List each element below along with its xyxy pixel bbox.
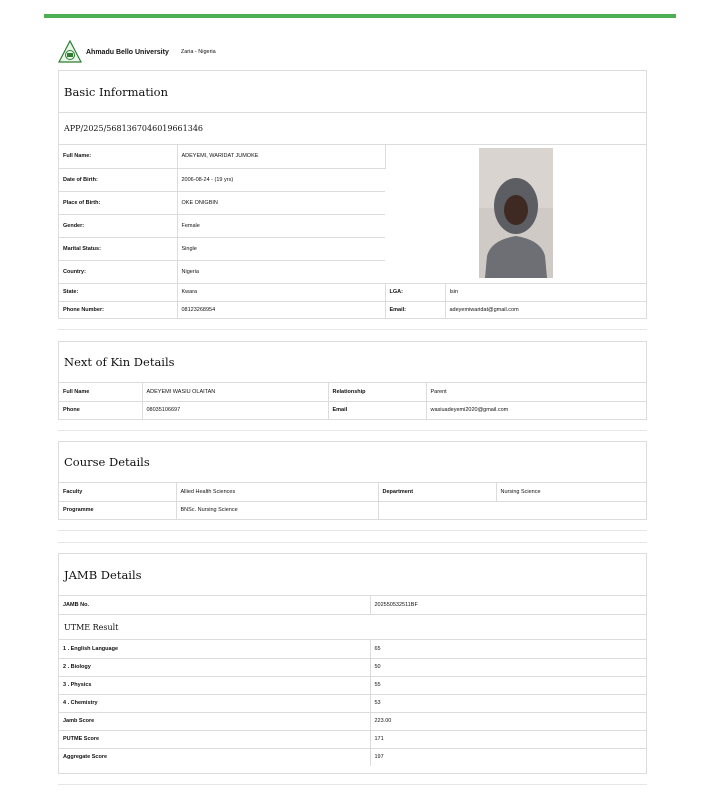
lga-value: Isin <box>445 283 646 301</box>
subject-score: 55 <box>370 676 646 694</box>
field-value: OKE ONIGBIN <box>177 191 385 214</box>
passport-photo <box>479 148 553 278</box>
application-number: APP/2025/5681367046019661346 <box>59 113 646 145</box>
course-details-table <box>59 483 646 519</box>
next-of-kin-table <box>59 383 646 419</box>
score-label: Jamb Score <box>59 712 370 730</box>
field-value: Parent <box>426 383 646 401</box>
empty-cell <box>378 501 646 519</box>
table-row <box>59 658 646 676</box>
field-value: Nursing Science <box>496 483 646 501</box>
table-row <box>59 676 646 694</box>
field-value: ADEYEMI WASIU OLAITAN <box>142 383 328 401</box>
subject-score: 50 <box>370 658 646 676</box>
photo-cell <box>385 145 646 283</box>
table-row <box>59 730 646 748</box>
field-label: Relationship <box>328 383 426 401</box>
jamb-number-table <box>59 596 646 614</box>
field-value: 202550532511BF <box>374 602 418 608</box>
course-details-section <box>58 441 647 520</box>
table-row <box>59 501 646 519</box>
field-label: Department <box>378 483 496 501</box>
section-title: Next of Kin Details <box>59 342 646 383</box>
field-value: Single <box>177 237 385 260</box>
table-row <box>59 301 646 319</box>
divider <box>58 430 647 431</box>
field-value: BNSc. Nursing Science <box>176 501 378 519</box>
score-label: PUTME Score <box>59 730 370 748</box>
field-value: ADEYEMI, WARIDAT JUMOKE <box>177 145 385 168</box>
email-label: Email: <box>385 301 445 319</box>
subject-score: 53 <box>370 694 646 712</box>
score-value: 223.00 <box>370 712 646 730</box>
field-value: Nigeria <box>177 260 385 283</box>
table-row <box>59 483 646 501</box>
state-label: State: <box>59 283 177 301</box>
score-label: Aggregate Score <box>59 748 370 766</box>
field-label: Programme <box>59 501 176 519</box>
table-row <box>59 401 646 419</box>
field-label: Email <box>328 401 426 419</box>
jamb-details-section <box>58 553 647 774</box>
divider <box>58 542 647 543</box>
field-label: Gender: <box>59 214 177 237</box>
table-row <box>59 748 646 766</box>
next-of-kin-section <box>58 341 647 420</box>
table-row <box>59 712 646 730</box>
subject-score: 65 <box>370 640 646 658</box>
phone-label: Phone Number: <box>59 301 177 319</box>
field-label: Marital Status: <box>59 237 177 260</box>
table-row <box>59 383 646 401</box>
field-label: JAMB No. <box>59 596 370 614</box>
score-value: 197 <box>374 754 384 761</box>
section-title: Basic Information <box>59 71 646 113</box>
section-title: Course Details <box>59 442 646 483</box>
table-row <box>59 640 646 658</box>
lga-label: LGA: <box>385 283 445 301</box>
page-header <box>58 40 216 64</box>
state-value: Kwara <box>177 283 385 301</box>
subject-label: 3 . Physics <box>59 676 370 694</box>
subject-label: 2 . Biology <box>59 658 370 676</box>
field-value: Allied Health Sciences <box>176 483 378 501</box>
field-label: Full Name: <box>59 145 177 168</box>
divider <box>58 530 647 531</box>
utme-result-title: UTME Result <box>59 614 646 640</box>
score-value: 171 <box>370 730 646 748</box>
university-name: Ahmadu Bello University <box>86 48 169 56</box>
utme-result-table <box>59 640 646 766</box>
table-row <box>59 596 646 614</box>
field-label: Faculty <box>59 483 176 501</box>
table-row <box>59 145 646 168</box>
table-row <box>59 283 646 301</box>
divider <box>58 784 647 785</box>
table-row <box>59 694 646 712</box>
phone-value: 08123268954 <box>177 301 385 319</box>
field-label: Country: <box>59 260 177 283</box>
university-logo-icon <box>58 40 82 64</box>
email-value: adeyemiwaridat@gmail.com <box>449 307 519 314</box>
top-accent-bar <box>44 14 676 18</box>
field-label: Phone <box>59 401 142 419</box>
field-label: Full Name <box>59 383 142 401</box>
field-value: 08035106697 <box>142 401 328 419</box>
basic-information-section <box>58 70 647 319</box>
field-value: Female <box>177 214 385 237</box>
field-label: Date of Birth: <box>59 168 177 191</box>
subject-label: 1 . English Language <box>59 640 370 658</box>
field-label: Place of Birth: <box>59 191 177 214</box>
field-value: 2006-08-24 - (19 yrs) <box>177 168 385 191</box>
section-title: JAMB Details <box>59 554 646 596</box>
field-value: wasiuadeyemi2020@gmail.com <box>430 407 509 414</box>
basic-info-table <box>59 145 646 319</box>
divider <box>58 329 647 330</box>
subject-label: 4 . Chemistry <box>59 694 370 712</box>
university-location: Zaria - Nigeria <box>180 49 216 55</box>
